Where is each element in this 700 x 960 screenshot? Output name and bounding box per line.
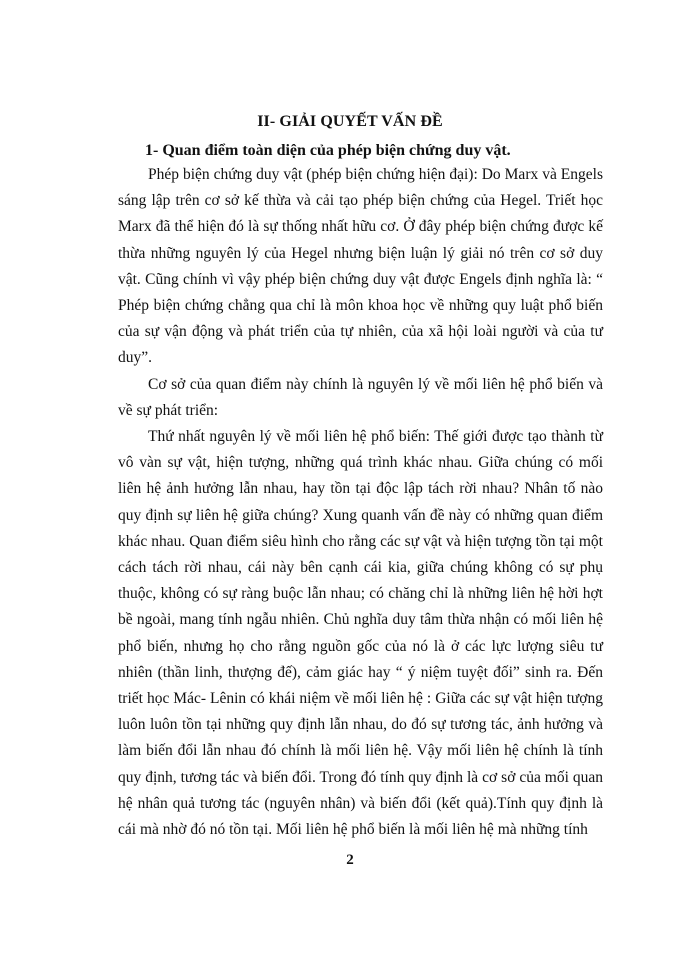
section-heading: II- GIẢI QUYẾT VẤN ĐỀ [257,113,443,130]
paragraph-dialectics-definition: Phép biện chứng duy vật (phép biện chứng hiện đại): Do Marx và Engels sáng lập trên cơ sở kế thừa và cải tạo phép biện chứng của Hegel. Triết học Marx đã thể hiện đó là sự thống nhất hữu cơ. Ở đây phép biện chứng được kế thừa những nguyên lý của Hegel nhưng biện luận lý giải nó trên cơ sở duy vật. Cũng chính vì vậy phép biện chứng duy vật được Engels định nghĩa là: “ Phép biện chứng chẳng qua chỉ là môn khoa học về những quy luật phổ biến của sự vận động và phát triển của tự nhiên, của xã hội loài người và của tư duy”. [118,166,603,367]
page-number: 2 [346,852,354,868]
paragraph-universal-connection: Thứ nhất nguyên lý về mối liên hệ phổ biến: Thế giới được tạo thành từ vô vàn sự vật, hiện tượng, những quá trình khác nhau. Giữa chúng có mối liên hệ ảnh hưởng lẫn nhau, hay tồn tại độc lập tách rời nhau? Nhân tố nào quy định sự liên hệ giữa chúng? Xung quanh vấn đề này có những quan điểm khác nhau. Quan điểm siêu hình cho rằng các sự vật và hiện tượng tồn tại một cách tách rời nhau, cái này bên cạnh cái kia, giữa chúng không có sự phụ thuộc, không có sự ràng buộc lẫn nhau; có chăng chỉ là những liên hệ hời hợt bề ngoài, mang tính ngẫu nhiên. Chủ nghĩa duy tâm thừa nhận có mối liên hệ phổ biến, nhưng họ cho rằng nguồn gốc của nó là ở các lực lượng siêu tư nhiên (thần linh, thượng đế), cảm giác hay “ ý niệm tuyệt đối” sinh ra. Đến triết học Mác- Lênin có khái niệm về mối liên hệ : Giữa các sự vật hiện tượng luôn luôn tồn tại những quy định lẫn nhau, do đó sự tương tác, ảnh hưởng và làm biến đổi lẫn nhau đó chính là mối liên hệ. Vậy mối liên hệ chính là tính quy định, tương tác và biến đổi. Trong đó tính quy định là cơ sở của mối quan hệ nhân quả tương tác (nguyên nhân) và biến đổi (kết quả).Tính quy định là cái mà nhờ đó nó tồn tại. Mối liên hệ phổ biến là mối liên hệ mà những tính [118,428,603,839]
body-text [118,162,603,843]
paragraph-basis: Cơ sở của quan điểm này chính là nguyên lý về mối liên hệ phổ biến và về sự phát triển: [118,375,603,419]
sub-heading: 1- Quan điểm toàn diện của phép biện chứng duy vật. [145,142,511,159]
